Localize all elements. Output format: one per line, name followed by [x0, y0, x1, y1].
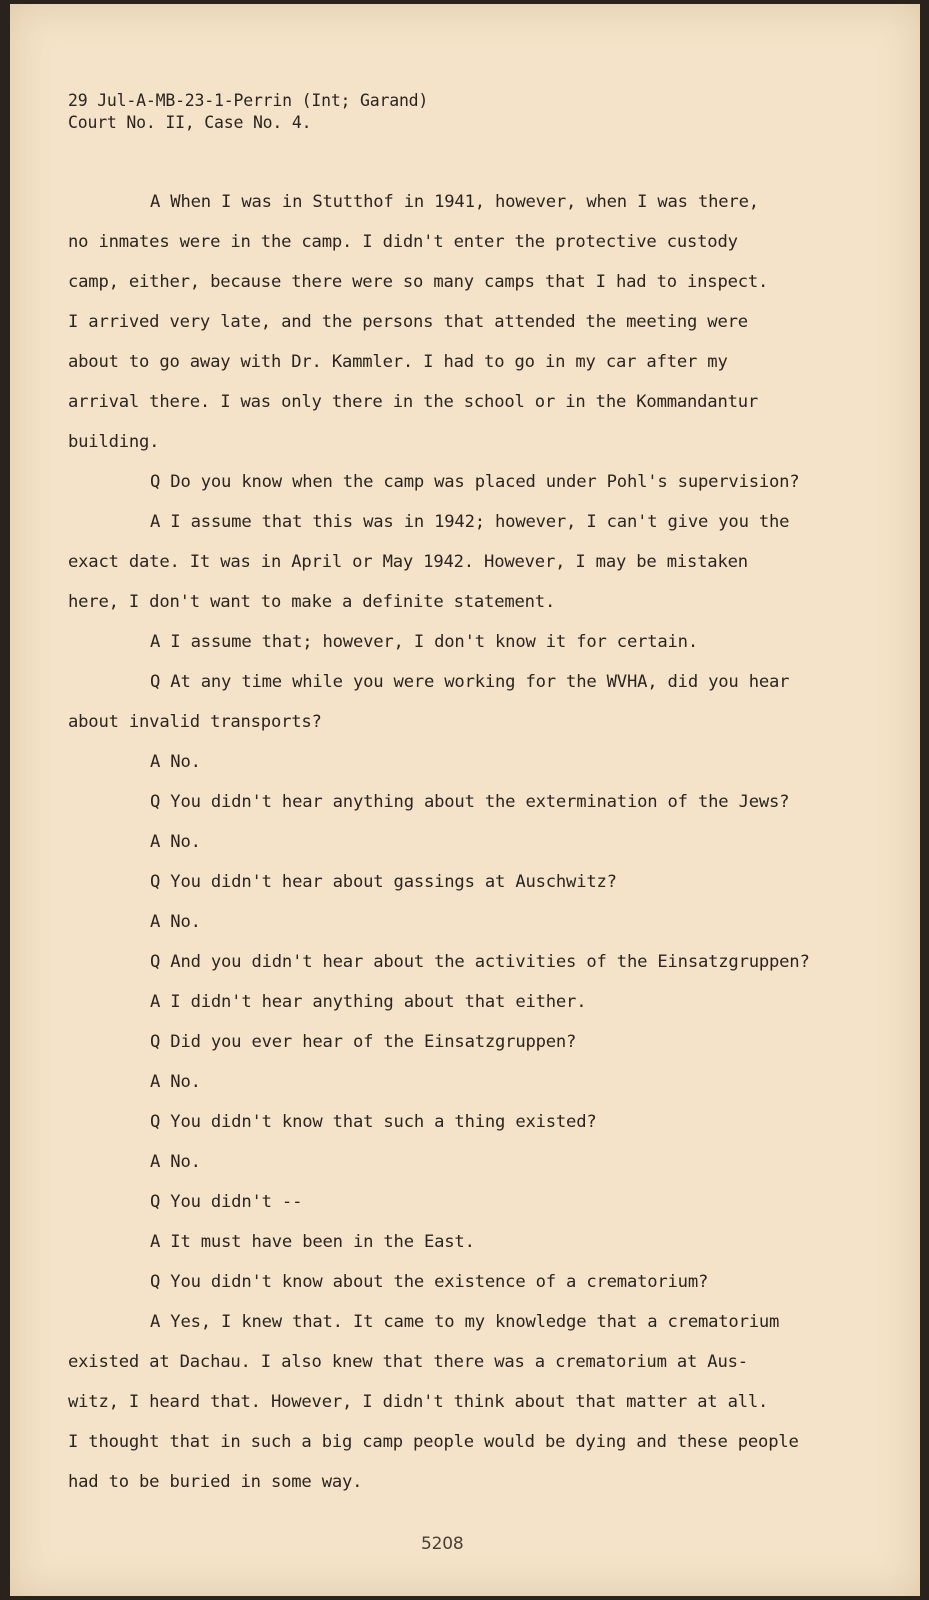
transcript-line: arrival there. I was only there in the school or in the Kommandantur: [68, 392, 759, 412]
transcript-line: Q At any time while you were working for the WVHA, did you hear: [150, 672, 790, 692]
transcript-line: no inmates were in the camp. I didn't enter the protective custody: [68, 232, 738, 252]
header-court-case: Court No. II, Case No. 4.: [68, 113, 312, 132]
transcript-line: I thought that in such a big camp people would be dying and these people: [68, 1432, 799, 1452]
transcript-line: A No.: [150, 752, 201, 772]
document-page: [10, 4, 920, 1596]
transcript-line: Q Did you ever hear of the Einsatzgruppen?: [150, 1032, 577, 1052]
transcript-line: exact date. It was in April or May 1942. However, I may be mistaken: [68, 552, 748, 572]
transcript-line: A No.: [150, 1152, 201, 1172]
transcript-line: Q And you didn't hear about the activities of the Einsatzgruppen?: [150, 952, 810, 972]
transcript-line: Q You didn't --: [150, 1192, 303, 1212]
transcript-line: Q You didn't know about the existence of a crematorium?: [150, 1272, 709, 1292]
transcript-line: existed at Dachau. I also knew that there was a crematorium at Aus-: [68, 1352, 748, 1372]
transcript-line: about invalid transports?: [68, 712, 322, 732]
transcript-line: A It must have been in the East.: [150, 1232, 475, 1252]
transcript-line: camp, either, because there were so many camps that I had to inspect.: [68, 272, 769, 292]
transcript-line: Q You didn't hear anything about the extermination of the Jews?: [150, 792, 790, 812]
transcript-line: A I assume that; however, I don't know it for certain.: [150, 632, 698, 652]
transcript-line: A No.: [150, 1072, 201, 1092]
header-case-reference: 29 Jul-A-MB-23-1-Perrin (Int; Garand): [68, 91, 429, 110]
transcript-line: A No.: [150, 912, 201, 932]
transcript-line: had to be buried in some way.: [68, 1472, 363, 1492]
transcript-line: A I assume that this was in 1942; however, I can't give you the: [150, 512, 790, 532]
transcript-line: building.: [68, 432, 160, 452]
transcript-line: A When I was in Stutthof in 1941, however, when I was there,: [150, 192, 759, 212]
transcript-line: A Yes, I knew that. It came to my knowledge that a crematorium: [150, 1312, 780, 1332]
document-header: [68, 90, 428, 134]
transcript-line: Q Do you know when the camp was placed under Pohl's supervision?: [150, 472, 800, 492]
transcript-line: witz, I heard that. However, I didn't think about that matter at all.: [68, 1392, 769, 1412]
page-number: 5208: [421, 1534, 464, 1554]
transcript-line: Q You didn't know that such a thing existed?: [150, 1112, 597, 1132]
transcript-line: A No.: [150, 832, 201, 852]
transcript-line: Q You didn't hear about gassings at Auschwitz?: [150, 872, 617, 892]
transcript-line: about to go away with Dr. Kammler. I had to go in my car after my: [68, 352, 728, 372]
transcript-line: I arrived very late, and the persons that attended the meeting were: [68, 312, 748, 332]
transcript-line: here, I don't want to make a definite statement.: [68, 592, 556, 612]
transcript-line: A I didn't hear anything about that either.: [150, 992, 587, 1012]
